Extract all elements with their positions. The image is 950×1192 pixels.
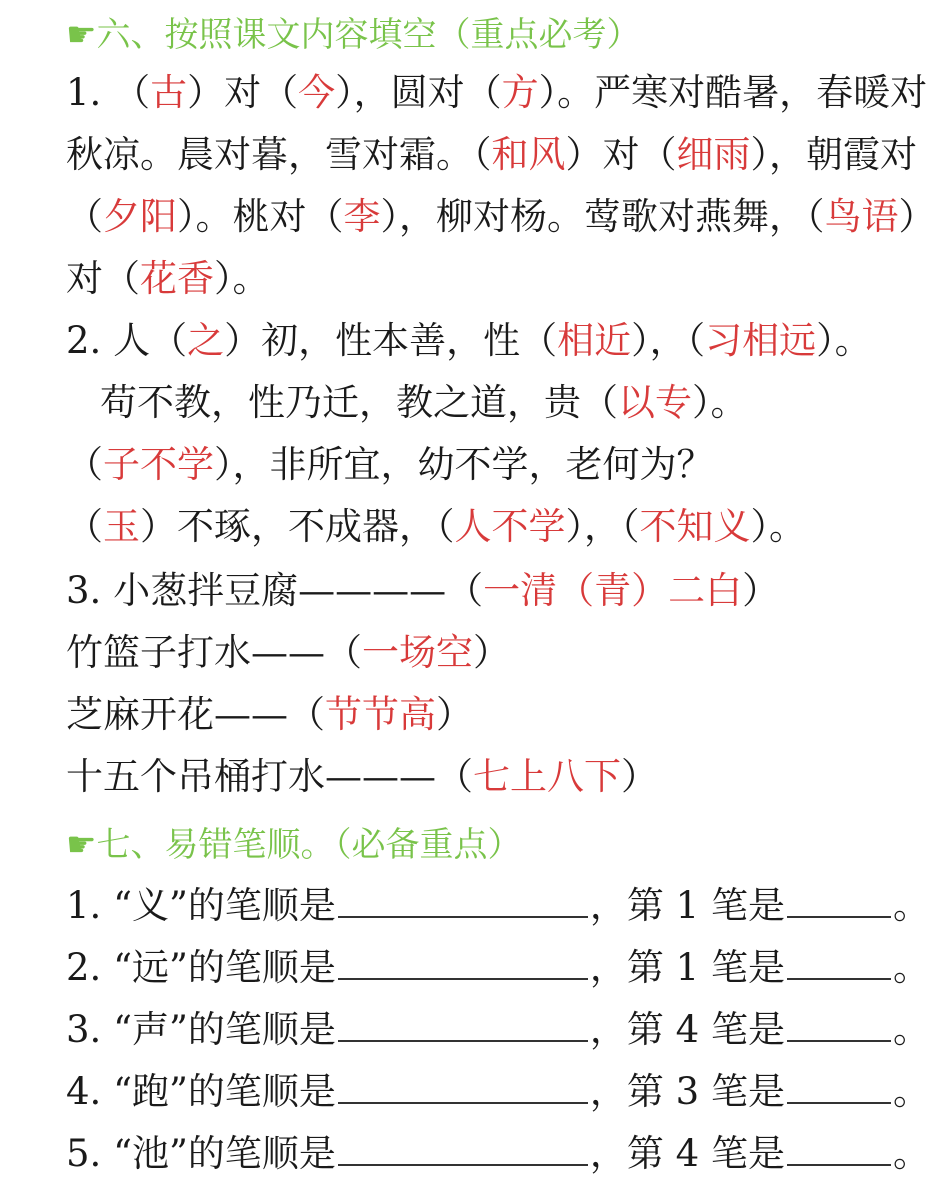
- answer-blank[interactable]: [338, 1130, 588, 1166]
- text: ）初，性本善，性（: [224, 319, 558, 362]
- q2-line-3: [66, 442, 950, 488]
- answer: 七上八下: [473, 755, 621, 798]
- answer-blank[interactable]: [787, 1130, 891, 1166]
- answer: 相近: [557, 319, 632, 362]
- answer-blank[interactable]: [787, 882, 891, 918]
- answer: 李: [343, 195, 381, 238]
- text: ）: [898, 195, 936, 238]
- stroke-item: [66, 1068, 950, 1115]
- answer: 玉: [103, 505, 140, 548]
- text: ）不琢，不成器，（: [140, 505, 455, 548]
- stroke-item: [66, 944, 950, 991]
- q3-line-1: [66, 568, 950, 614]
- text: ），（: [631, 319, 706, 362]
- text: 。: [892, 1008, 930, 1051]
- text: ）: [473, 631, 510, 674]
- q1-line-3: [66, 194, 950, 240]
- q1-line-4: [66, 256, 950, 302]
- q2-line-1: [66, 318, 950, 364]
- text: ，第 1 笔是: [589, 946, 785, 989]
- text: ，第 1 笔是: [589, 884, 785, 927]
- answer: 之: [187, 319, 225, 362]
- answer: 花香: [140, 257, 214, 300]
- answer: 习相远: [705, 319, 817, 362]
- text: 3. “声”的笔顺是: [66, 1008, 336, 1051]
- text: 。: [892, 884, 930, 927]
- text: ）。: [750, 505, 806, 548]
- text: 。: [892, 1070, 930, 1113]
- text: ，第 4 笔是: [589, 1008, 785, 1051]
- text: 。: [892, 1132, 930, 1175]
- text: ）。: [816, 319, 872, 362]
- text: （: [66, 505, 103, 548]
- answer: 人不学: [454, 505, 566, 548]
- answer: 子不学: [103, 443, 214, 486]
- text: 秋凉。晨对暮，雪对霜。（: [66, 133, 492, 176]
- answer-blank[interactable]: [338, 882, 588, 918]
- text: ）: [742, 569, 780, 612]
- text: 。: [892, 946, 930, 989]
- section-6-title: ☛六、按照课文内容填空（重点必考）: [66, 15, 641, 55]
- text: ）对（: [187, 71, 299, 114]
- stroke-item: [66, 1006, 950, 1053]
- text: ）。严寒对酷暑，春暖对: [538, 71, 928, 114]
- text: 3. 小葱拌豆腐————（: [66, 569, 484, 612]
- text: 2. 人（: [66, 319, 188, 362]
- answer-blank[interactable]: [787, 1006, 891, 1042]
- answer: 和风: [491, 133, 566, 176]
- text: 4. “跑”的笔顺是: [66, 1070, 336, 1113]
- text: 5. “池”的笔顺是: [66, 1132, 336, 1175]
- stroke-item: [66, 882, 950, 929]
- q2-line-4: [66, 504, 950, 550]
- text: （: [66, 443, 103, 486]
- q2-line-2: [100, 380, 950, 426]
- answer-blank[interactable]: [338, 944, 588, 980]
- text: ）: [436, 693, 473, 736]
- text: ），非所宜，幼不学，老何为？: [214, 443, 714, 486]
- text: ），柳对杨。莺歌对燕舞，（: [380, 195, 825, 238]
- text: 2. “远”的笔顺是: [66, 946, 336, 989]
- q3-line-3: [66, 692, 950, 738]
- answer-blank[interactable]: [787, 1068, 891, 1104]
- answer-blank[interactable]: [338, 1068, 588, 1104]
- answer-blank[interactable]: [787, 944, 891, 980]
- text: 1. “义”的笔顺是: [66, 884, 336, 927]
- text: 十五个吊桶打水———（: [66, 755, 473, 798]
- answer: 一场空: [362, 631, 473, 674]
- answer: 节节高: [325, 693, 436, 736]
- answer-blank[interactable]: [338, 1006, 588, 1042]
- text: ）对（: [565, 133, 677, 176]
- text: ）。桃对（: [177, 195, 344, 238]
- text: ，第 3 笔是: [589, 1070, 785, 1113]
- answer: 古: [150, 71, 188, 114]
- text: ）。: [692, 381, 748, 424]
- answer: 今: [298, 71, 336, 114]
- answer: 细雨: [676, 133, 751, 176]
- text: ），圆对（: [335, 71, 502, 114]
- text: ），（: [565, 505, 640, 548]
- answer: 夕阳: [103, 195, 177, 238]
- q3-line-2: [66, 630, 950, 676]
- text: 1. （: [66, 71, 151, 114]
- answer: 不知义: [639, 505, 751, 548]
- text: ）。: [214, 257, 270, 300]
- answer: 以专: [618, 381, 692, 424]
- answer: 一清（青）二白: [483, 569, 743, 612]
- answer: 方: [501, 71, 539, 114]
- text: 芝麻开花——（: [66, 693, 325, 736]
- q3-line-4: [66, 754, 950, 800]
- stroke-item: [66, 1130, 950, 1177]
- text: ），朝霞对: [750, 133, 917, 176]
- text: 竹篮子打水——（: [66, 631, 362, 674]
- text: 对（: [66, 257, 140, 300]
- text: ）: [621, 755, 658, 798]
- q1-line-1: [66, 70, 950, 116]
- text: 苟不教，性乃迁，教之道，贵（: [100, 381, 618, 424]
- text: （: [66, 195, 103, 238]
- section-7-title: ☛七、易错笔顺。（必备重点）: [66, 825, 522, 865]
- answer: 鸟语: [824, 195, 899, 238]
- q1-line-2: [66, 132, 950, 178]
- text: ，第 4 笔是: [589, 1132, 785, 1175]
